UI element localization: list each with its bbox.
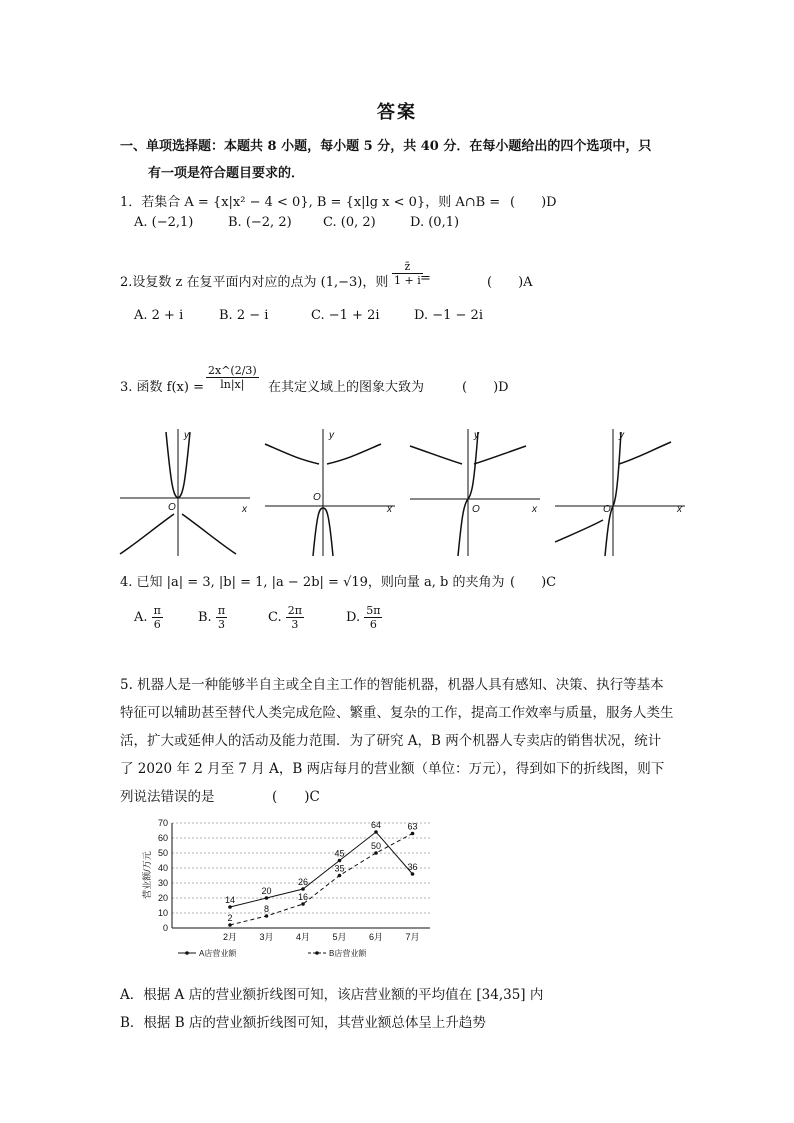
y-tick-label: 50 — [157, 848, 168, 858]
q5-line-1: 5. 机器人是一种能够半自主或全自主工作的智能机器，机器人具有感知、决策、执行等基本 — [120, 677, 664, 693]
q4-option-d-num: 5π — [366, 604, 381, 617]
graph-a-x-label: x — [242, 504, 247, 515]
q2-answer: ( )A — [487, 275, 533, 290]
legend-marker — [185, 951, 189, 955]
graph-d — [555, 429, 685, 556]
q2-option-a: A. 2 + i — [134, 308, 184, 323]
data-point — [374, 851, 378, 855]
q4-option-d-den: 6 — [369, 618, 377, 631]
q5-line-4: 了 2020 年 2 月至 7 月 A，B 两店每月的营业额（单位：万元），得到如下的折线图，则下 — [120, 761, 665, 777]
data-label: 14 — [224, 895, 236, 905]
data-label: 63 — [407, 821, 418, 832]
legend-label: A店营业额 — [199, 949, 237, 958]
series-line-a — [230, 832, 413, 907]
data-label: 8 — [263, 904, 270, 914]
q1-option-a: A. (−2,1) — [134, 215, 194, 230]
q2-option-b: B. 2 − i — [219, 308, 269, 323]
q2-fraction-denominator: 1 + i — [394, 274, 421, 287]
section-heading-line2: 有一项是符合题目要求的． — [148, 166, 305, 181]
y-tick-label: 60 — [157, 833, 168, 843]
x-tick-label: 7月 — [405, 932, 420, 942]
y-tick-label: 10 — [157, 908, 168, 918]
q5-line-5: 列说法错误的是 — [120, 789, 215, 805]
data-label: 20 — [261, 886, 272, 896]
q4-option-b-num: π — [217, 604, 226, 617]
data-label: 36 — [407, 862, 418, 872]
q4-option-c — [268, 604, 304, 631]
y-tick-label: 40 — [157, 863, 168, 873]
q4-option-d-letter: D. — [346, 610, 361, 625]
graph-b-origin: O — [313, 492, 321, 503]
x-tick-label: 3月 — [259, 932, 274, 942]
q4-option-d — [346, 604, 382, 631]
q5-line-chart — [138, 815, 438, 965]
q4-option-b — [198, 604, 227, 631]
q4-option-a-letter: A. — [134, 610, 148, 625]
data-label: 50 — [370, 841, 382, 851]
q1-answer: ( )D — [510, 195, 557, 210]
series-line-b — [230, 834, 413, 926]
legend-label: B店营业额 — [329, 949, 367, 958]
legend-marker — [315, 951, 319, 955]
q5-line-3: 活，扩大或延伸人的活动及能力范围．为了研究 A，B 两个机器人专卖店的销售状况，统计 — [120, 733, 662, 749]
graph-c-x-label: x — [532, 504, 537, 515]
data-label: 16 — [297, 892, 309, 902]
data-point — [301, 887, 305, 891]
graph-d-x-label: x — [677, 504, 682, 515]
graph-d-y-label: y — [619, 430, 624, 441]
graph-a-y-label: y — [184, 430, 189, 441]
data-label: 2 — [227, 913, 233, 923]
q3-fraction-numerator: 2x^(2/3) — [208, 364, 257, 377]
q5-answer: ( )C — [272, 789, 320, 805]
q4-option-a — [134, 604, 163, 631]
y-tick-label: 20 — [157, 893, 168, 903]
x-tick-label: 2月 — [222, 932, 238, 942]
q4-option-c-den: 3 — [291, 618, 299, 631]
q1-option-d: D. (0,1) — [410, 215, 460, 230]
q2-fraction — [392, 260, 423, 287]
x-tick-label: 6月 — [368, 932, 384, 942]
y-tick-label: 0 — [162, 923, 168, 933]
data-point — [228, 923, 232, 927]
graph-b-y-label: y — [329, 430, 334, 441]
q4-option-c-num: 2π — [287, 604, 302, 617]
q1-option-c: C. (0, 2) — [323, 215, 376, 230]
q4-option-b-letter: B. — [198, 610, 212, 625]
data-point — [265, 896, 269, 900]
data-point — [374, 830, 378, 834]
section-heading-line1: 一、单项选择题：本题共 8 小题，每小题 5 分，共 40 分．在每小题给出的四个选项中，只 — [120, 139, 652, 154]
graph-a-origin: O — [168, 502, 176, 513]
x-tick-label: 4月 — [295, 932, 311, 942]
q3-answer: ( )D — [462, 380, 509, 395]
data-label: 26 — [297, 877, 309, 887]
data-point — [301, 902, 305, 906]
q2-option-c: C. −1 + 2i — [311, 308, 380, 323]
q3-graphs — [118, 424, 688, 559]
q5-line-2: 特征可以辅助甚至替代人类完成危险、繁重、复杂的工作，提高工作效率与质量，服务人类生 — [120, 705, 674, 721]
graph-b-x-label: x — [387, 504, 392, 515]
graph-c — [410, 429, 540, 556]
graph-c-y-label: y — [474, 430, 479, 441]
q2-stem: 2.设复数 z 在复平面内对应的点为 (1,−3)，则 — [120, 275, 389, 290]
q5-option-b: B．根据 B 店的营业额折线图可知，其营业额总体呈上升趋势 — [120, 1015, 486, 1031]
q1-option-b: B. (−2, 2) — [228, 215, 292, 230]
data-point — [265, 914, 269, 918]
y-tick-label: 30 — [157, 878, 168, 888]
q2-equals: = — [420, 271, 431, 286]
q4-option-c-letter: C. — [268, 610, 282, 625]
q3-stem: 3. 函数 f(x) = — [120, 380, 204, 395]
q3-fraction-denominator: ln|x| — [220, 378, 245, 391]
data-point — [411, 832, 415, 836]
q3-fraction — [206, 364, 259, 391]
q4-stem: 4. 已知 |a| = 3, |b| = 1, |a − 2b| = √19，则向量 a, b 的夹角为 — [120, 575, 505, 590]
graph-a — [120, 429, 250, 556]
data-point — [411, 872, 415, 876]
q2-fraction-numerator: z̄ — [392, 260, 423, 274]
x-tick-label: 5月 — [332, 932, 347, 942]
data-point — [228, 905, 232, 909]
graph-b — [265, 429, 395, 556]
q1-stem: 1．若集合 A = {x|x² − 4 < 0}, B = {x|lg x < 0}，则 A∩B = — [120, 195, 501, 210]
q2-option-d: D. −1 − 2i — [414, 308, 483, 323]
y-axis-label: 营业额/万元 — [142, 851, 152, 899]
q5-option-a: A．根据 A 店的营业额折线图可知，该店营业额的平均值在 [34,35] 内 — [120, 987, 544, 1003]
q4-option-a-num: π — [153, 604, 161, 617]
q3-stem-continued: 在其定义域上的图象大致为 — [268, 380, 425, 395]
data-label: 35 — [334, 863, 345, 874]
data-label: 64 — [370, 820, 382, 830]
data-point — [338, 874, 342, 878]
y-tick-label: 70 — [157, 818, 168, 828]
q4-answer: ( )C — [510, 575, 557, 590]
data-point — [338, 859, 342, 863]
q4-option-a-den: 6 — [153, 618, 161, 631]
page-title: 答案 — [377, 102, 417, 123]
graph-c-origin: O — [472, 504, 480, 515]
graph-d-origin: O — [603, 504, 611, 515]
data-label: 45 — [334, 848, 345, 859]
q4-option-b-den: 3 — [217, 618, 225, 631]
